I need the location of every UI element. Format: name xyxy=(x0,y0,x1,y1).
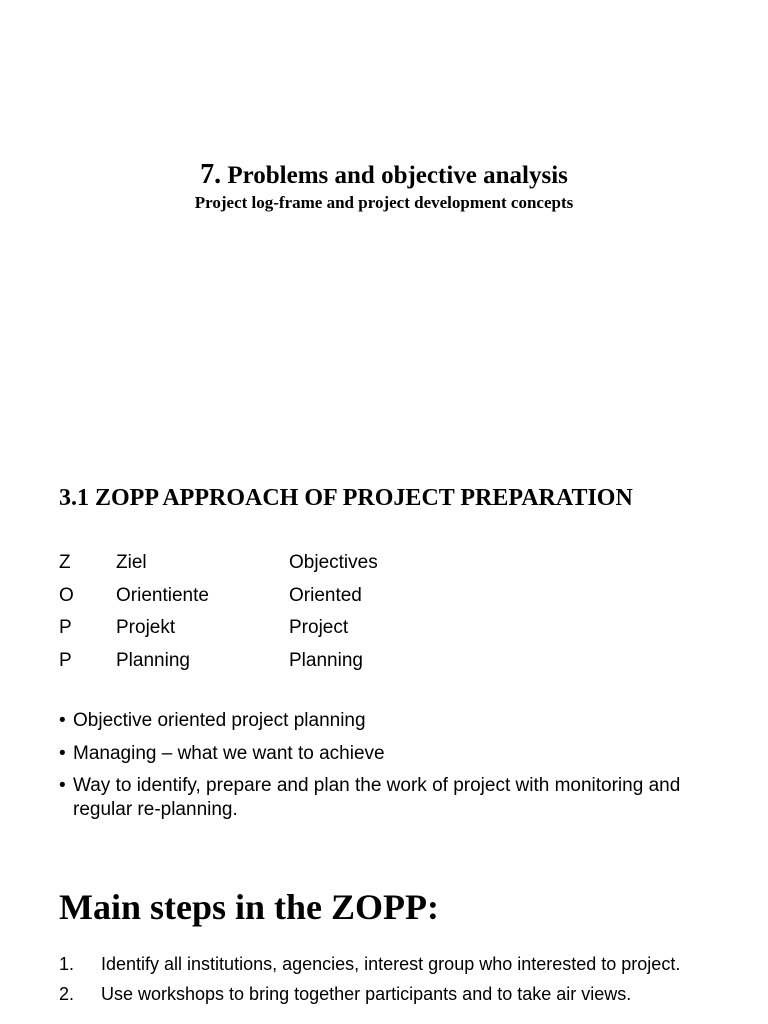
zopp-acronym-table xyxy=(59,549,459,679)
zopp-row-o xyxy=(59,582,459,615)
zopp-english-word: Oriented xyxy=(289,584,362,606)
zopp-letter: P xyxy=(59,617,72,638)
zopp-bullet-list xyxy=(59,709,729,831)
bullet-item xyxy=(59,774,729,822)
zopp-letter: Z xyxy=(59,552,71,573)
bullet-text: Objective oriented project planning xyxy=(73,710,366,731)
bullet-item xyxy=(59,742,729,766)
zopp-german-word: Planning xyxy=(116,649,190,671)
bullet-icon: • xyxy=(59,742,66,764)
main-steps-heading: Main steps in the ZOPP: xyxy=(59,887,440,927)
zopp-english-word: Objectives xyxy=(289,552,378,573)
zopp-german-word: Ziel xyxy=(116,552,147,573)
zopp-row-p2 xyxy=(59,647,459,680)
step-text: Use workshops to bring together participants and to take air views. xyxy=(101,984,632,1004)
bullet-item xyxy=(59,709,729,733)
title-text: Problems and objective analysis xyxy=(227,162,568,189)
section-heading: 3.1 ZOPP APPROACH OF PROJECT PREPARATION xyxy=(59,485,633,511)
zopp-german-word: Projekt xyxy=(116,617,176,638)
zopp-letter: O xyxy=(59,584,74,606)
bullet-text: Way to identify, prepare and plan the work of project with monitoring and regular re-planning. xyxy=(73,775,681,820)
step-item xyxy=(59,983,699,1005)
zopp-letter: P xyxy=(59,649,72,671)
zopp-english-word: Planning xyxy=(289,649,363,671)
step-number: 1. xyxy=(59,954,75,974)
page-title xyxy=(0,158,768,193)
zopp-row-p1 xyxy=(59,614,459,647)
main-steps-list xyxy=(59,953,699,1013)
zopp-row-z xyxy=(59,549,459,582)
bullet-icon: • xyxy=(59,775,66,796)
step-text: Identify all institutions, agencies, interest group who interested to project. xyxy=(101,954,681,974)
step-item xyxy=(59,953,699,975)
title-block xyxy=(0,158,768,213)
zopp-english-word: Project xyxy=(289,617,349,638)
bullet-text: Managing – what we want to achieve xyxy=(73,742,385,764)
page-subtitle: Project log-frame and project development concepts xyxy=(194,193,574,212)
step-number: 2. xyxy=(59,984,75,1004)
title-number: 7. xyxy=(200,159,222,190)
zopp-german-word: Orientiente xyxy=(116,584,209,606)
bullet-icon: • xyxy=(59,710,66,731)
